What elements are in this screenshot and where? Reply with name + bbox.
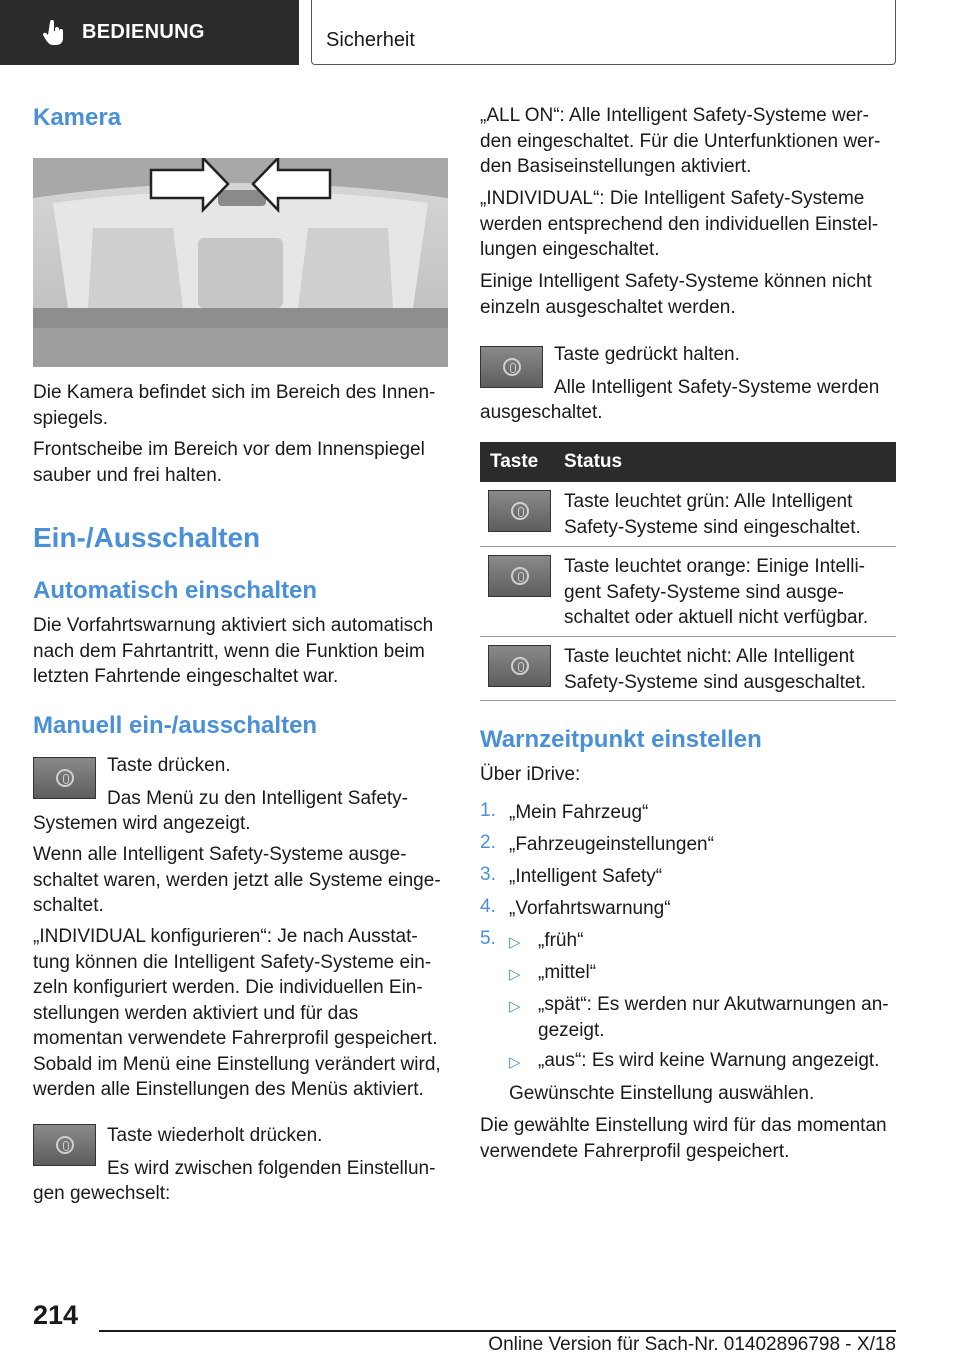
kamera-paragraph-2: Frontscheibe im Bereich vor dem Innenspiegel sauber und frei halten. [33,439,425,486]
step-text: „Vorfahrtswarnung“ [509,898,671,919]
footer-rule [99,1330,896,1332]
step-number: 4. [480,896,496,917]
allon-paragraph: „ALL ON“: Alle Intelligent Safety-Systeme wer-den eingeschaltet. Für die Unterfunktionen wer-den Basiseinstellungen aktiviert. [480,105,881,177]
button-green-image [488,490,551,532]
table-row-divider [480,700,896,701]
safety-button-icon [511,657,529,675]
safety-button-icon [56,1136,74,1154]
section-tab [0,0,299,65]
step-press-repeatedly: Taste wiederholt drücken. [107,1125,323,1146]
step-all-off-line1: Alle Intelligent Safety-Systeme werden [554,377,880,398]
safety-button-icon [56,769,74,787]
button-off-image [488,645,551,687]
step-text: „Intelligent Safety“ [509,866,663,887]
safety-button-icon [511,567,529,585]
safety-button-image [480,346,543,388]
section-label: BEDIENUNG [82,21,205,43]
safety-button-image [33,757,96,799]
table-col-status: Status [564,451,623,472]
step-switch-line1: Es wird zwischen folgenden Einstellun- [107,1158,436,1179]
manuell-paragraph-3: „INDIVIDUAL konfigurieren“: Je nach Ausstat-tung können die Intelligent Safety-Systeme ein-zeln konfiguriert werden. Die individuellen Ein-stellungen werden aktiviert und für das momentan verwendete Fahrerprofil gespeichert. Sobald im Menü eine Einstellung verändert wird, werden alle Einstellungen des Menüs aktiviert. [33,926,441,1100]
step-switch-line2: gen gewechselt: [33,1183,171,1204]
manuell-paragraph-2: Wenn alle Intelligent Safety-Systeme ausge-schaltet waren, werden jetzt alle Systeme einge-schaltet. [33,844,441,916]
triangle-bullet-icon: ▷ [509,998,521,1015]
heading-kamera: Kamera [33,104,122,131]
heading-warnzeitpunkt: Warnzeitpunkt einstellen [480,726,762,753]
step-all-off-line2: ausgeschaltet. [480,402,603,423]
step-number: 3. [480,864,496,885]
final-paragraph: Die gewählte Einstellung wird für das momentan verwendete Fahrerprofil gespeichert. [480,1115,887,1162]
option-item: „mittel“ [538,962,597,983]
chapter-title: Sicherheit [326,29,415,51]
table-row-divider [480,636,896,637]
status-table-header [480,442,896,482]
step-hold-button: Taste gedrückt halten. [554,344,740,365]
table-row-divider [480,546,896,547]
heading-automatisch: Automatisch einschalten [33,577,318,604]
einige-paragraph: Einige Intelligent Safety-Systeme können nicht einzeln ausgeschaltet werden. [480,271,872,318]
table-row-status: Taste leuchtet grün: Alle Intelligent Safety-Systeme sind eingeschaltet. [564,491,861,538]
safety-button-icon [503,358,521,376]
step-menu-shown-line2: Systemen wird angezeigt. [33,813,251,834]
option-item: „aus“: Es wird keine Warnung angezeigt. [538,1050,880,1071]
triangle-bullet-icon: ▷ [509,934,521,951]
button-orange-image [488,555,551,597]
individual-paragraph: „INDIVIDUAL“: Die Intelligent Safety-Systeme werden entsprechend den individuellen Einstel-lungen eingeschaltet. [480,188,879,260]
step-number: 2. [480,832,496,853]
page-number: 214 [33,1300,79,1330]
option-item: „spät“: Es werden nur Akutwarnungen an-gezeigt. [538,994,889,1041]
step-number: 5. [480,928,496,949]
auto-paragraph: Die Vorfahrtswarnung aktiviert sich automatisch nach dem Fahrtantritt, wenn die Funktion beim letzten Fahrtende eingeschaltet war. [33,615,434,687]
car-interior-illustration [33,158,448,367]
chapter-header [311,0,896,65]
step-number: 1. [480,800,496,821]
idrive-intro: Über iDrive: [480,764,581,785]
heading-manuell: Manuell ein-/ausschalten [33,712,318,739]
table-col-taste: Taste [490,451,539,472]
table-row-status: Taste leuchtet nicht: Alle Intelligent Safety-Systeme sind ausgeschaltet. [564,646,867,693]
safety-button-image [33,1124,96,1166]
heading-ein-ausschalten: Ein-/Ausschalten [33,522,261,553]
footer-online-version: Online Version für Sach-Nr. 01402896798 - X/18 [488,1334,896,1355]
triangle-bullet-icon: ▷ [509,1054,521,1071]
step-text: „Mein Fahrzeug“ [509,802,649,823]
step-press-button: Taste drücken. [107,755,231,776]
safety-button-icon [511,502,529,520]
table-row-status: Taste leuchtet orange: Einige Intelli-gent Safety-Systeme sind ausge-schaltet oder aktuell nicht verfügbar. [564,556,869,628]
kamera-paragraph-1: Die Kamera befindet sich im Bereich des Innen-spiegels. [33,382,436,429]
step-text: „Fahrzeugeinstellungen“ [509,834,714,855]
option-item: „früh“ [538,930,584,951]
hand-pointer-icon [40,19,68,47]
triangle-bullet-icon: ▷ [509,966,521,983]
step-menu-shown-line1: Das Menü zu den Intelligent Safety- [107,788,409,809]
camera-interior-photo [33,158,448,367]
select-instruction: Gewünschte Einstellung auswählen. [509,1083,815,1104]
